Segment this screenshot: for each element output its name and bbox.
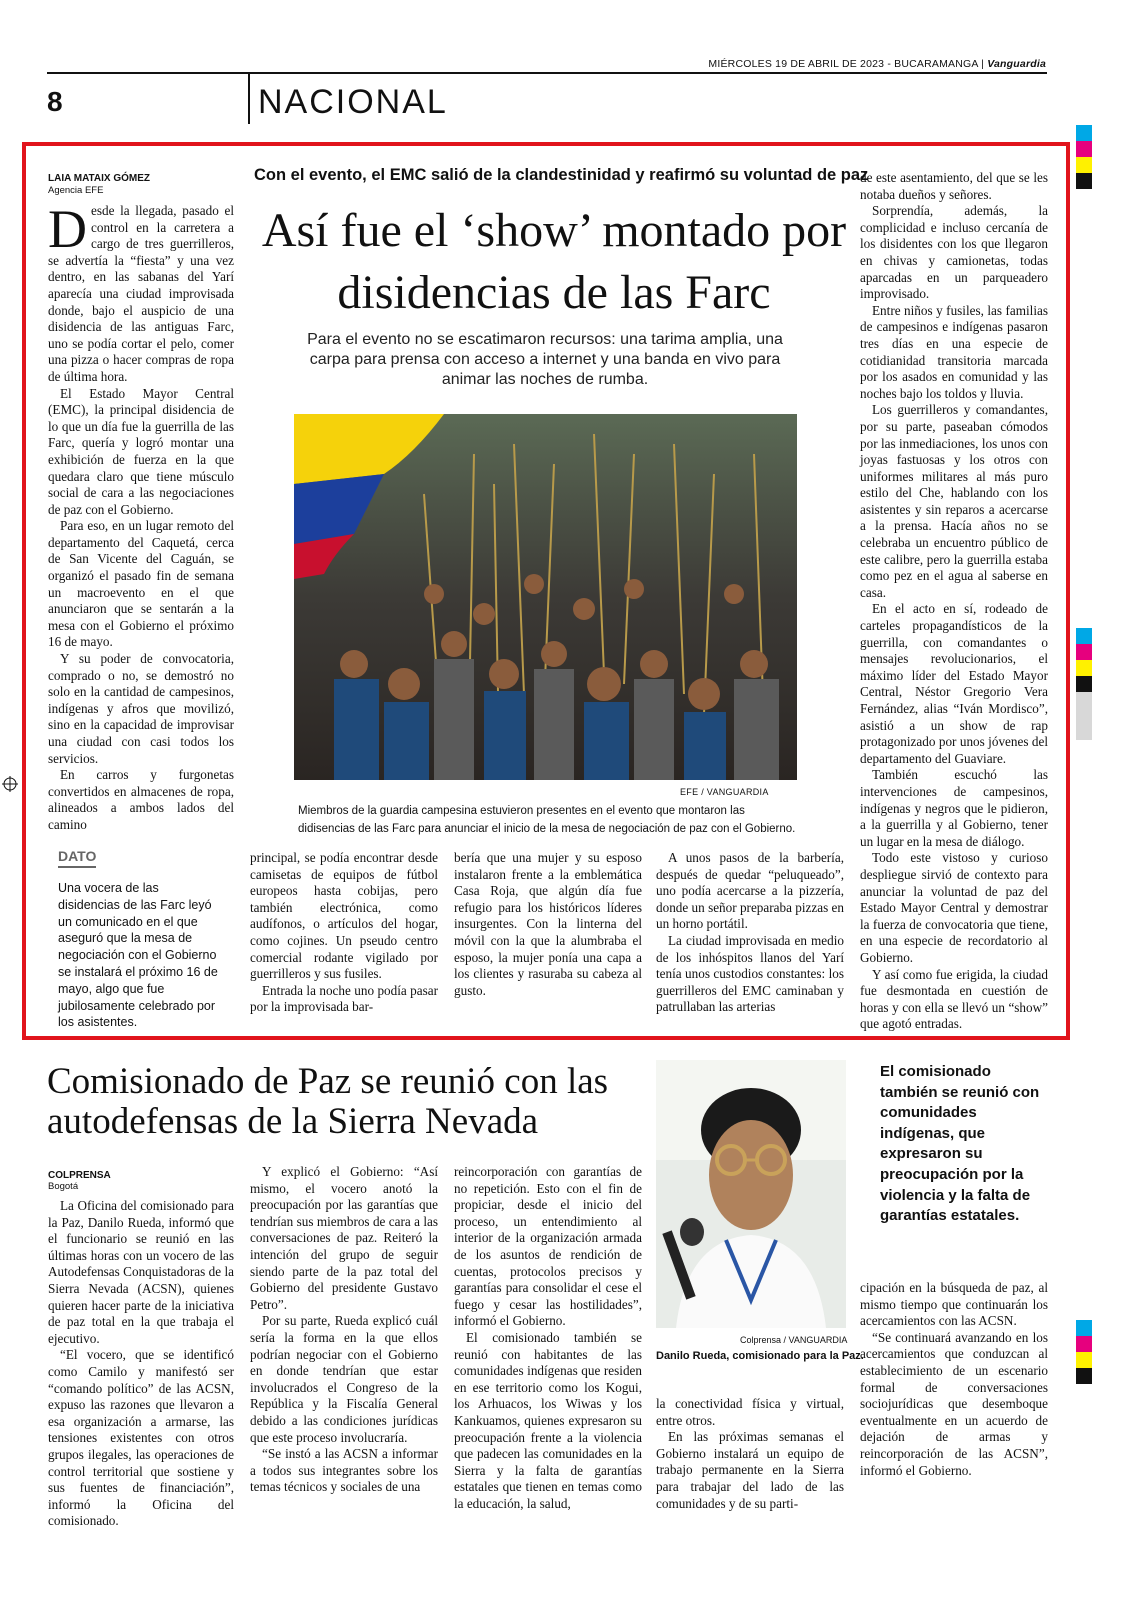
article2-headline: Comisionado de Paz se reunió con las autodefensas de la Sierra Nevada	[47, 1061, 609, 1142]
paragraph: bería que una mujer y su esposo instalaron frente a la emblemática Casa Roja, que algún día fue refugio para los históricos líderes insurgentes. Con la linterna del móvil con la que la alumbraba el esposo, la mujer ponía una capa a los clientes y rasuraba su cabeza al gusto.	[454, 850, 642, 998]
article2-byline-author: COLPRENSA	[48, 1170, 111, 1181]
article1-headline: Así fue el ‘show’ montado por disidencias de las Farc	[261, 204, 847, 319]
article2-photo	[656, 1060, 846, 1328]
article1-kicker: Con el evento, el EMC salió de la clandestinidad y reafirmó su voluntad de paz	[254, 166, 869, 184]
color-bar-bottom	[1076, 1320, 1092, 1384]
article1-photo-credit: EFE / VANGUARDIA	[680, 787, 769, 797]
brand-logo: Vanguardia	[987, 58, 1046, 70]
paragraph: principal, se podía encontrar desde camisetas de equipos de fútbol europeos hasta cobijas, pero también electrónica, como audífonos, o artículos del hogar, como cojines. Un pseudo centro comercial rodante vigilado por guerrilleros y sus fusiles.	[250, 850, 438, 982]
article2-photo-caption: Danilo Rueda, comisionado para la Paz.	[656, 1350, 864, 1362]
article2-column-3	[454, 1164, 642, 1512]
article2-photo-credit: Colprensa / VANGUARDIA	[740, 1335, 848, 1345]
color-bar-middle	[1076, 628, 1092, 740]
registration-mark-icon	[2, 776, 18, 792]
article2-column-2	[250, 1164, 438, 1496]
paragraph: “El vocero, que se identificó como Camilo y manifestó ser “comando político” de las ACSN, expuso las razones que llevaron a esa organización a armarse, las tensiones existentes con otros grupos ilegales, las operaciones de control territorial que sostiene y sus fuentes de financiación”, informó la Oficina del comisionado.	[48, 1347, 234, 1529]
paragraph: de este asentamiento, del que se les notaba dueños y señores.	[860, 170, 1048, 202]
dato-box	[58, 848, 224, 1031]
paragraph: También escuchó las intervenciones de campesinos, indígenas y negros que le pidieron, a la guerrilla y al Gobierno, tener un lugar en la mesa de diálogo.	[860, 767, 1048, 849]
paragraph: cipación en la búsqueda de paz, al mismo tiempo que continuarán los acercamientos con las ACSN.	[860, 1280, 1048, 1329]
paragraph: En el acto en sí, rodeado de carteles propagandísticos de la guerrilla, con comandantes o mensajes revolucionarios, el máximo líder del Estado Mayor Central, Néstor Gregorio Vera Fernández, alias “Iván Mordisco”, asistió a un show de rap protagonizado por unos jóvenes del departamento del Guaviare.	[860, 601, 1048, 766]
paragraph: En carros y furgonetas convertidos en almacenes de ropa, alineados a ambos lados del camino	[48, 767, 234, 832]
byline-agency: Agencia EFE	[48, 185, 104, 196]
article1-column-4	[656, 850, 844, 1016]
paragraph: Entre niños y fusiles, las familias de campesinos e indígenas pasaron tres días en una especie de cotidianidad transitoria marcada por los asados en comunidad y las noches bajo los toldos y lluvia.	[860, 302, 1048, 401]
paragraph: En las próximas semanas el Gobierno instalará un equipo de trabajo permanente en la Sierra para trabajar del lado de las comunidades y de su parti-	[656, 1429, 844, 1511]
section-divider	[248, 74, 250, 124]
paragraph: “Se continuará avanzando en los acercamientos que conduzcan al establecimiento de un escenario formal de conversaciones sociojurídicas que desemboque eventualmente en un acuerdo de dejación de armas y reincorporación de las ACSN”, informó el Gobierno.	[860, 1329, 1048, 1478]
paragraph: Por su parte, Rueda explicó cuál sería la forma en la que ellos podrían negociar con el Gobierno en donde tendrían que estar involucrados el Congreso de la República y la Fiscalía General debido a las condiciones jurídicas que este proceso involucraría.	[250, 1313, 438, 1445]
paragraph: la conectividad física y virtual, entre otros.	[656, 1396, 844, 1428]
dato-text: Una vocera de las disidencias de las Farc leyó un comunicado en el que aseguró que la mesa de negociación con el Gobierno se instalará el próximo 16 de mayo, algo que fue jubilosamente celebrado por los asistentes.	[58, 881, 218, 1030]
article1-column-1	[48, 199, 234, 834]
article1-column-3	[454, 850, 642, 999]
paragraph: “Se instó a las ACSN a informar a todos sus integrantes sobre los temas técnicos y sociales de una	[250, 1446, 438, 1495]
article1-deck: Para el evento no se escatimaron recursos: una tarima amplia, una carpa para prensa con acceso a internet y una banda en vivo para animar las noches de rumba.	[307, 331, 783, 388]
article1-column-5	[860, 170, 1048, 1033]
paragraph: reincorporación con garantías de no repetición. Esto con el fin de propiciar, desde el inicio del proceso, un entendimiento al interior de la organización armada de los asuntos de rendición de cuentas, protocolos precisos y garantías para consolidar el cese el fuego y cesar las hostilidades”, informó el Gobierno.	[454, 1164, 642, 1329]
portrait-photo-image	[656, 1060, 846, 1328]
article1-column-2	[250, 850, 438, 1016]
article2-column-5	[860, 1280, 1048, 1479]
paragraph: Sorprendía, además, la complicidad e incluso cercanía de los disidentes con los que llegaron en chivas y camionetas, todas aparcadas en un parqueadero improvisado.	[860, 203, 1048, 302]
paragraph: Y así como fue erigida, la ciudad fue desmontada en cuestión de horas y con ella se llevó un “show” que agotó entradas.	[860, 966, 1048, 1032]
paragraph: La Oficina del comisionado para la Paz, Danilo Rueda, informó que el funcionario se reunió en las últimas horas con un vocero de las Autodefensas Conquistadoras de la Sierra Nevada (ACSN), quienes quieren hacer parte de la iniciativa de paz total en la que trabaja el ejecutivo.	[48, 1198, 234, 1346]
paragraph: Entrada la noche uno podía pasar por la improvisada bar-	[250, 982, 438, 1015]
article2-pullquote: El comisionado también se reunió con comunidades indígenas, que expresaron su preocupación por la violencia y la falta de garantías estatales.	[880, 1063, 1040, 1225]
paragraph: El Estado Mayor Central (EMC), la principal disidencia de lo que un día fue la guerrilla de las Farc, quería y logró montar una exhibición de fuerza en la que quedara claro que tiene músculo social de cara a las negociaciones de paz con el Gobierno.	[48, 385, 234, 517]
paragraph: A unos pasos de la barbería, después de quedar “peluqueado”, uno podía acercarse a la pizzería, donde un señor preparaba pizzas en un horno portátil.	[656, 850, 844, 932]
paragraph: Y explicó el Gobierno: “Así mismo, el vocero anotó la preocupación por las garantías que tendrían sus miembros de cara a las conversaciones de paz. Reiteró la intención del grupo de seguir siendo parte de la paz total del Gobierno del presidente Gustavo Petro”.	[250, 1164, 438, 1312]
crowd-photo-image	[294, 414, 797, 780]
header-date-line: MIÉRCOLES 19 DE ABRIL DE 2023 - BUCARAMANGA | Vanguardia	[708, 58, 1046, 70]
paragraph: esde la llegada, pasado el control en la carretera a cargo de tres guerrilleros, se advertía la “fiesta” y una vez dentro, en las sabanas del Yarí aparecía una ciudad improvisada donde, bajo el auspicio de una disidencia de las antiguas Farc, uno se podía cortar el pelo, comer una pizza o hacer compras de ropa de última hora.	[48, 203, 234, 384]
article2-column-1	[48, 1198, 234, 1530]
article1-photo	[294, 414, 797, 780]
dato-label: DATO	[58, 848, 96, 868]
byline-author: LAIA MATAIX GÓMEZ	[48, 173, 151, 184]
paragraph: Todo este vistoso y curioso despliegue sirvió de contexto para anunciar la voluntad de paz del Estado Mayor Central y demostrar la fuerza de convocatoria que tiene, en una especie de recordatorio al Gobierno.	[860, 850, 1048, 965]
paragraph: El comisionado también se reunió con habitantes de las comunidades indígenas que residen en ese territorio como los Kogui, los Arhuacos, los Wiwas y los Kankuamos, quienes expresaron su preocupación frente a la violencia que padecen las comunidades en la Sierra y la falta de garantías estatales que tienen en temas como la educación, la salud,	[454, 1329, 642, 1511]
article2-byline-city: Bogotá	[48, 1181, 79, 1192]
header-rule	[47, 72, 1047, 74]
header-date: MIÉRCOLES 19 DE ABRIL DE 2023 - BUCARAMANGA	[708, 58, 979, 70]
paragraph: La ciudad improvisada en medio de los inhóspitos llanos del Yarí tenía unos custodios constantes: los guerrilleros del EMC caminaban y patrullaban las arterias	[656, 932, 844, 1015]
article1-photo-caption: Miembros de la guardia campesina estuvieron presentes en el evento que montaron las didisencias de las Farc para anunciar el inicio de la mesa de negociación de paz con el Gobierno.	[298, 805, 796, 835]
drop-cap: D	[48, 199, 87, 259]
page-number: 8	[47, 86, 63, 117]
paragraph: Para eso, en un lugar remoto del departamento del Caquetá, cerca de San Vicente del Caguán, se organizó el pasado fin de semana un macroevento en el que anunciaron que se sentarán a la mesa con el Gobierno el próximo 16 de mayo.	[48, 518, 234, 650]
section-title: NACIONAL	[258, 83, 448, 121]
paragraph: Los guerrilleros y comandantes, por su parte, paseaban cómodos por las inmediaciones, los unos con joyas fastuosas y los otros con uniformes militares al más puro estilo del Che, hablando con los asistentes y sin reparos a acercarse a la prensa. Hacía años no se celebraba un encuentro público de este calibre, pero la guerrilla estaba como pez en el agua al saberse en casa.	[860, 402, 1048, 600]
article2-column-4	[656, 1396, 844, 1512]
color-bar-top	[1076, 125, 1092, 189]
paragraph: Y su poder de convocatoria, comprado o no, se demostró no solo en la cantidad de campesinos, indígenas y afros que movilizó, sino en la capacidad de improvisar una ciudad con casi todos los servicios.	[48, 651, 234, 766]
